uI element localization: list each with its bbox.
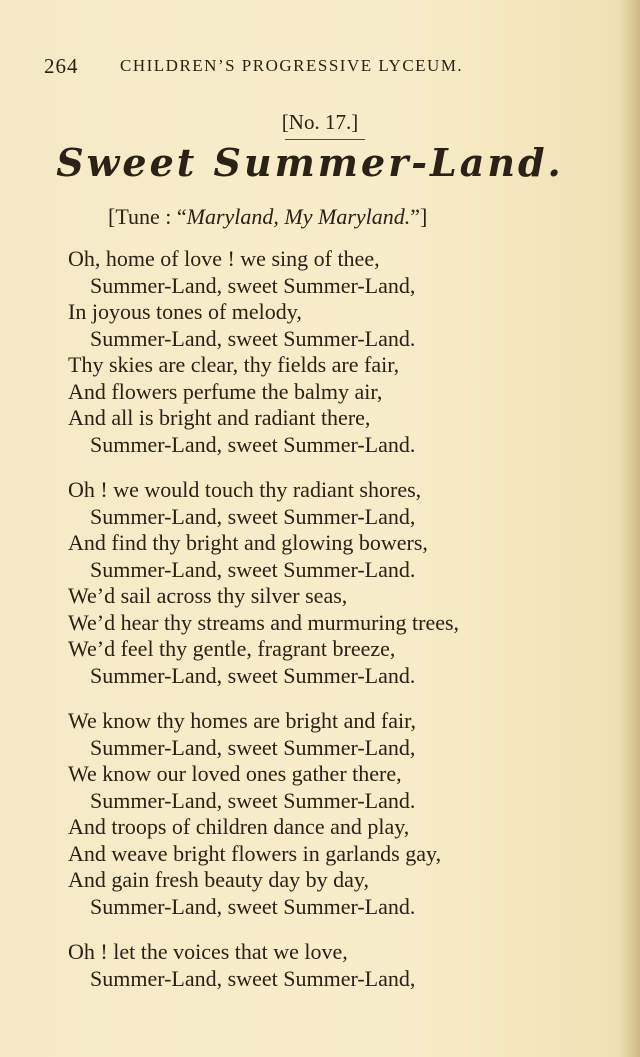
verse-line: And weave bright flowers in garlands gay, [68,840,442,866]
verse-line: Oh ! we would touch thy radiant shores, [68,477,422,502]
verse-line: Summer-Land, sweet Summer-Land. [90,893,416,919]
stanza [68,477,628,689]
tune-suffix: ”] [410,204,428,229]
verse-line: Summer-Land, sweet Summer-Land, [90,272,416,298]
stanza [68,708,628,920]
verse-line: Summer-Land, sweet Summer-Land, [90,965,416,991]
verse-line: Summer-Land, sweet Summer-Land, [90,734,416,760]
tune-name: Maryland, My Maryland. [186,204,411,229]
verse-line: We’d sail across thy silver seas, [68,583,348,608]
page-header [44,54,540,86]
tune-line [108,204,427,230]
verse-line: Summer-Land, sweet Summer-Land. [90,662,416,688]
stanza [68,246,628,458]
verse-line: We know thy homes are bright and fair, [68,708,417,733]
verse-line: Oh ! let the voices that we love, [68,939,348,964]
hymn-number: [No. 17.] [281,110,359,134]
page-number: 264 [44,54,79,78]
verse-line: And find thy bright and glowing bowers, [68,530,428,555]
verse-line: Summer-Land, sweet Summer-Land. [90,431,416,457]
verse-line: Summer-Land, sweet Summer-Land. [90,787,416,813]
verse-line: We’d hear thy streams and murmuring trees, [68,609,460,635]
hymn-title: Sweet Summer-Land. [56,140,564,185]
verse-line: Summer-Land, sweet Summer-Land, [90,503,416,529]
verse-line: Oh, home of love ! we sing of thee, [68,246,380,271]
verse-line: Thy skies are clear, thy fields are fair, [68,352,400,377]
stanza [68,939,628,992]
verse-line: In joyous tones of melody, [68,299,302,324]
verse-line: And flowers perfume the balmy air, [68,378,383,404]
verse-line: And all is bright and radiant there, [68,405,371,430]
tune-prefix: [Tune : “ [108,204,187,229]
verses [68,246,628,1011]
verse-line: Summer-Land, sweet Summer-Land. [90,325,416,351]
verse-line: And troops of children dance and play, [68,814,410,839]
verse-line: Summer-Land, sweet Summer-Land. [90,556,416,582]
verse-line: We know our loved ones gather there, [68,761,402,786]
verse-line: We’d feel thy gentle, fragrant breeze, [68,636,396,661]
running-head: CHILDREN’S PROGRESSIVE LYCEUM. [120,56,464,75]
verse-line: And gain fresh beauty day by day, [68,867,369,892]
